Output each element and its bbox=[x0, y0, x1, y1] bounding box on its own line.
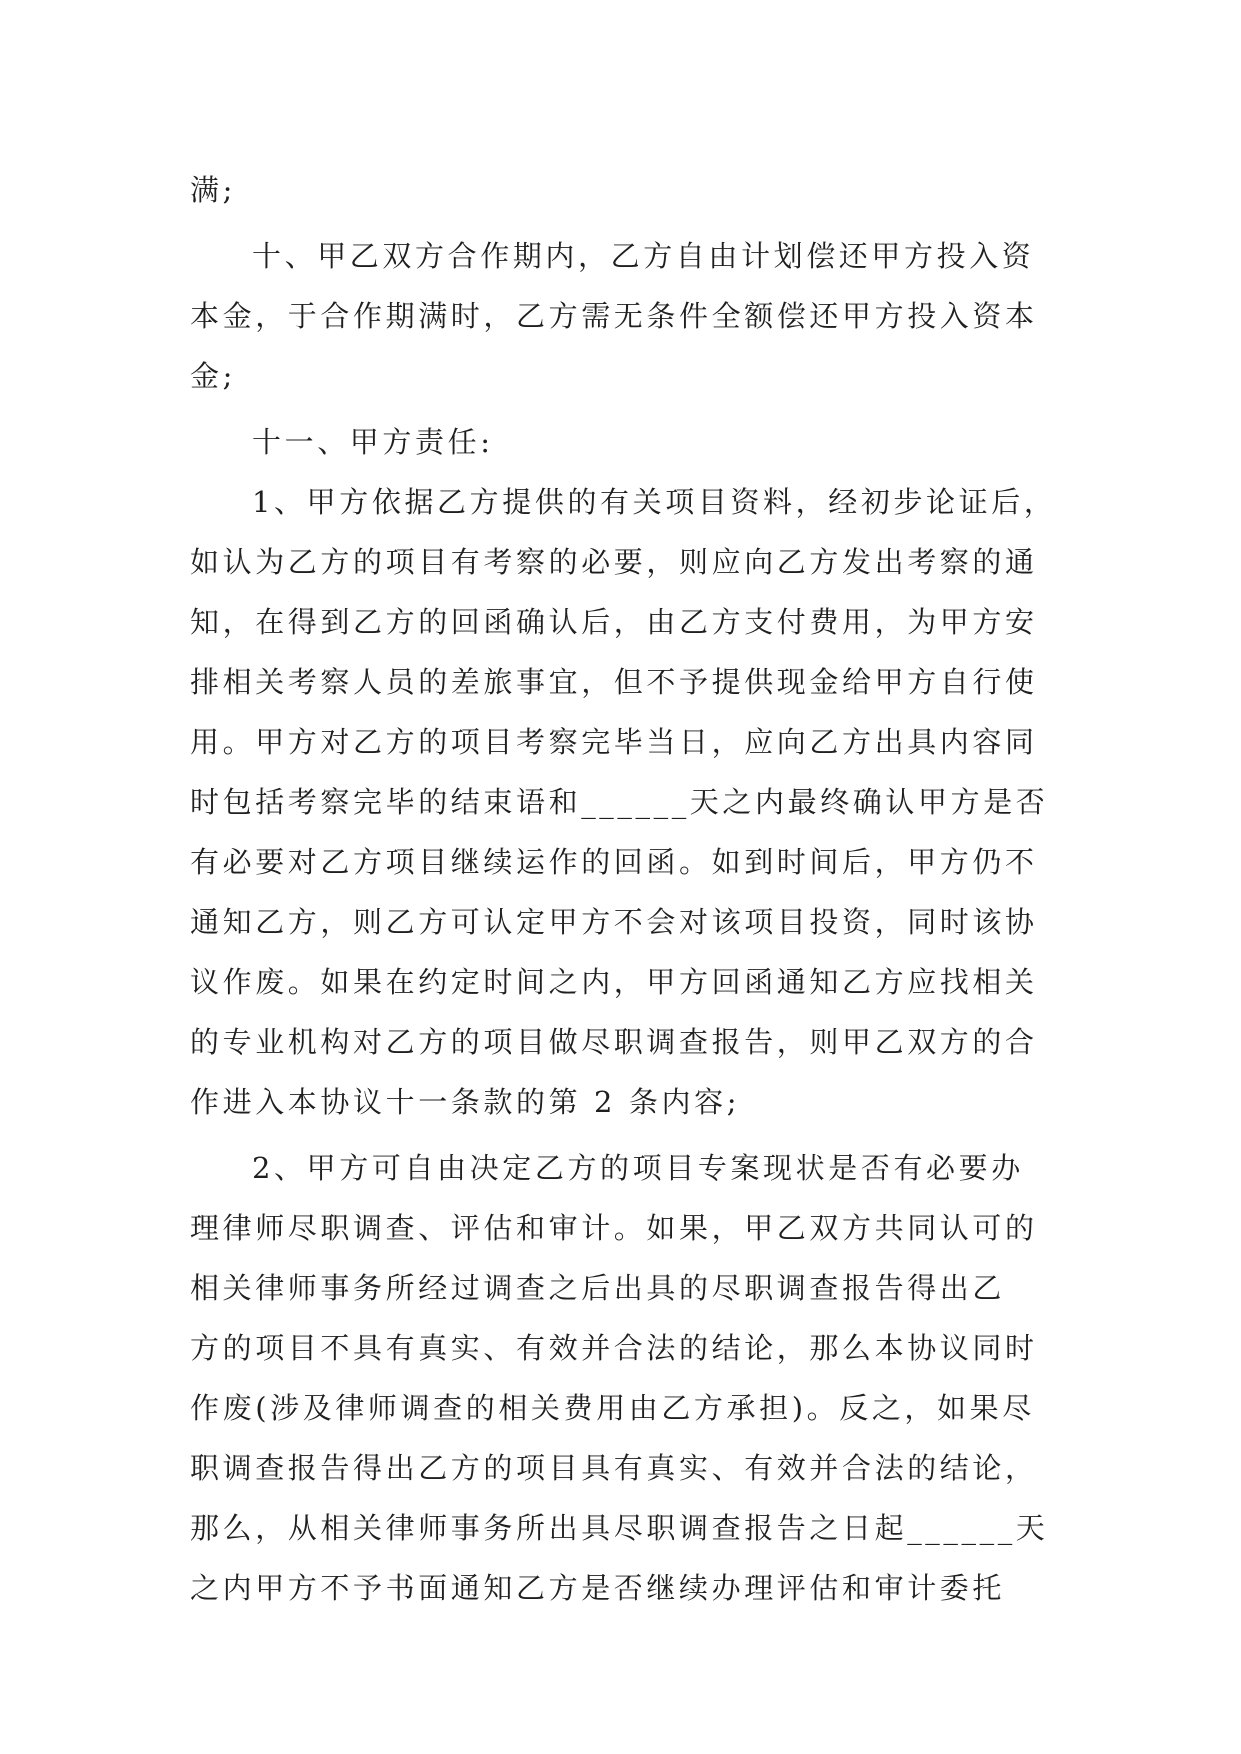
text-line: 议作废。如果在约定时间之内，甲方回函通知乙方应找相关 bbox=[190, 965, 1038, 999]
document-body bbox=[190, 160, 1060, 1618]
text-line: 用。甲方对乙方的项目考察完毕当日，应向乙方出具内容同 bbox=[190, 725, 1038, 759]
text-line: 作进入本协议十一条款的第 2 条内容; bbox=[190, 1085, 741, 1119]
text-line: 如认为乙方的项目有考察的必要，则应向乙方发出考察的通 bbox=[190, 545, 1038, 579]
text-line: 通知乙方，则乙方可认定甲方不会对该项目投资，同时该协 bbox=[190, 905, 1038, 939]
text-line: 本金，于合作期满时，乙方需无条件全额偿还甲方投入资本 bbox=[190, 299, 1038, 333]
text-line: 有必要对乙方项目继续运作的回函。如到时间后，甲方仍不 bbox=[190, 845, 1038, 879]
clause-10-heading: 十、甲乙双方合作期内，乙方自由计划偿还甲方投入资 bbox=[252, 239, 1035, 273]
text-line: 之内甲方不予书面通知乙方是否继续办理评估和审计委托 bbox=[190, 1571, 1006, 1605]
text-line: 的专业机构对乙方的项目做尽职调查报告，则甲乙双方的合 bbox=[190, 1025, 1038, 1059]
text-line: 那么，从相关律师事务所出具尽职调查报告之日起______天 bbox=[190, 1511, 1049, 1545]
clause-11-heading: 十一、甲方责任: bbox=[252, 425, 494, 459]
text-line: 金; bbox=[190, 359, 236, 393]
text-line: 知，在得到乙方的回函确认后，由乙方支付费用，为甲方安 bbox=[190, 605, 1038, 639]
text-line: 职调查报告得出乙方的项目具有真实、有效并合法的结论， bbox=[190, 1451, 1038, 1485]
item-1-start: 1、甲方依据乙方提供的有关项目资料，经初步论证后， bbox=[252, 485, 1057, 519]
text-line: 作废(涉及律师调查的相关费用由乙方承担)。反之，如果尽 bbox=[190, 1391, 1035, 1425]
text-line: 排相关考察人员的差旅事宜，但不予提供现金给甲方自行使 bbox=[190, 665, 1038, 699]
text-line: 理律师尽职调查、评估和审计。如果，甲乙双方共同认可的 bbox=[190, 1211, 1038, 1245]
item-2-start: 2、甲方可自由决定乙方的项目专案现状是否有必要办 bbox=[252, 1151, 1024, 1185]
text-line: 时包括考察完毕的结束语和______天之内最终确认甲方是否 bbox=[190, 785, 1049, 819]
text-line: 满; bbox=[190, 173, 236, 207]
text-line: 相关律师事务所经过调查之后出具的尽职调查报告得出乙 bbox=[190, 1271, 1006, 1305]
text-line: 方的项目不具有真实、有效并合法的结论，那么本协议同时 bbox=[190, 1331, 1038, 1365]
